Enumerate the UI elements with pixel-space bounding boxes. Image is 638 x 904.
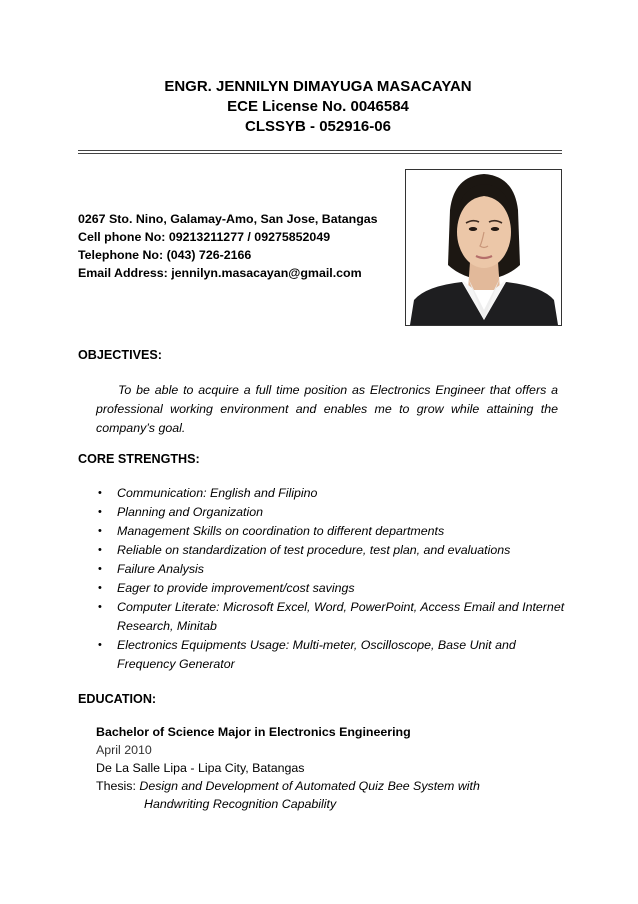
strength-text: Eager to provide improvement/cost savings (117, 581, 355, 595)
strength-text: Electronics Equipments Usage: Multi-meter, Oscilloscope, Base Unit and Frequency Generator (117, 638, 516, 671)
bullet-icon: • (98, 601, 102, 613)
list-item (96, 560, 566, 579)
core-strengths-heading: CORE STRENGTHS: (78, 452, 200, 466)
contact-cellphone: Cell phone No: 09213211277 / 09275852049 (78, 230, 331, 244)
list-item (96, 503, 566, 522)
list-item (96, 522, 566, 541)
license-number: ECE License No. 0046584 (227, 98, 409, 115)
list-item (96, 484, 566, 503)
profile-photo (405, 169, 562, 326)
bullet-icon: • (98, 525, 102, 537)
strength-text: Planning and Organization (117, 505, 264, 519)
clssyb-number: CLSSYB - 052916-06 (245, 118, 391, 135)
education-thesis (96, 777, 480, 795)
list-item (96, 579, 566, 598)
header-divider-bottom (78, 153, 562, 154)
list-item (96, 541, 566, 560)
bullet-icon: • (98, 563, 102, 575)
strength-text: Failure Analysis (117, 562, 204, 576)
list-item (96, 598, 566, 636)
thesis-label: Thesis: (96, 779, 136, 793)
core-strengths-list (96, 484, 566, 674)
portrait-illustration (406, 170, 561, 325)
contact-email: Email Address: jennilyn.masacayan@gmail.com (78, 266, 362, 280)
bullet-icon: • (98, 506, 102, 518)
education-heading: EDUCATION: (78, 692, 157, 706)
objectives-text: To be able to acquire a full time position as Electronics Engineer that offers a professional working environment and enables me to grow while attaining the company’s goal. (96, 383, 558, 435)
list-item (96, 636, 566, 674)
strength-text: Reliable on standardization of test procedure, test plan, and evaluations (117, 543, 511, 557)
objectives-heading: OBJECTIVES: (78, 348, 162, 362)
header-divider-top (78, 150, 562, 151)
bullet-icon: • (98, 487, 102, 499)
bullet-icon: • (98, 582, 102, 594)
strength-text: Management Skills on coordination to different departments (117, 524, 445, 538)
thesis-title-line2: Handwriting Recognition Capability (144, 797, 337, 811)
bullet-icon: • (98, 639, 102, 651)
bullet-icon: • (98, 544, 102, 556)
resume-name: ENGR. JENNILYN DIMAYUGA MASACAYAN (164, 78, 472, 95)
strength-text: Computer Literate: Microsoft Excel, Word, PowerPoint, Access Email and Internet Research, Minitab (117, 600, 565, 633)
strength-text: Communication: English and Filipino (117, 486, 318, 500)
education-school: De La Salle Lipa - Lipa City, Batangas (96, 761, 305, 775)
contact-address: 0267 Sto. Nino, Galamay-Amo, San Jose, Batangas (78, 212, 378, 226)
thesis-title-line1: Design and Development of Automated Quiz Bee System with (139, 779, 480, 793)
contact-telephone: Telephone No: (043) 726-2166 (78, 248, 252, 262)
education-degree: Bachelor of Science Major in Electronics Engineering (96, 725, 411, 739)
education-date: April 2010 (96, 743, 152, 757)
